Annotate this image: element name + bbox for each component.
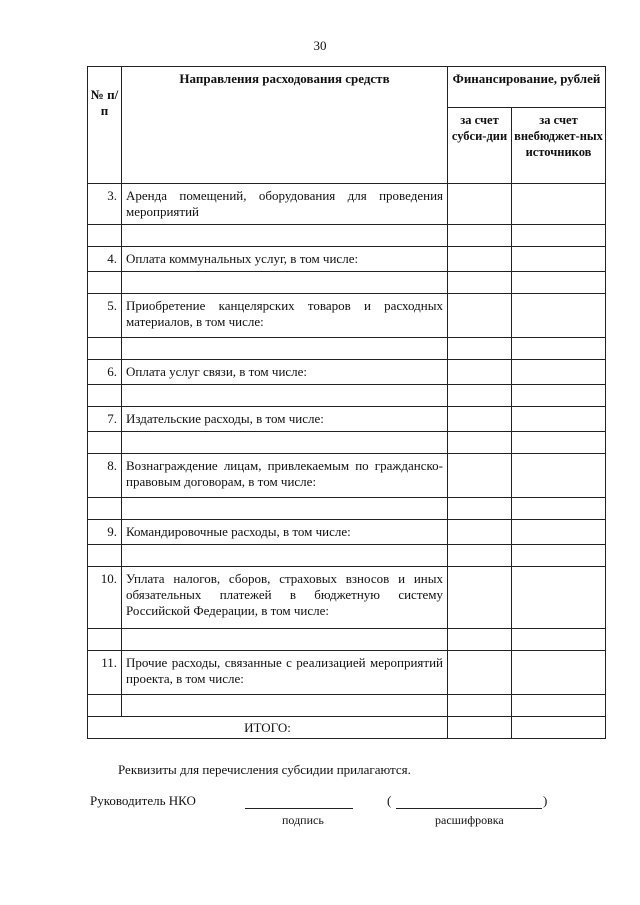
row-extra-cell xyxy=(512,567,606,629)
header-number: № п/п xyxy=(88,67,122,184)
header-direction: Направления расходования средств xyxy=(122,67,448,184)
row-direction: Оплата услуг связи, в том числе: xyxy=(122,360,448,385)
row-extra-cell xyxy=(512,651,606,695)
table-row-blank xyxy=(88,545,606,567)
row-direction xyxy=(122,432,448,454)
total-label: ИТОГО: xyxy=(88,717,448,739)
caption-signature: подпись xyxy=(282,813,324,827)
row-extra-cell xyxy=(512,629,606,651)
requisites-note: Реквизиты для перечисления субсидии прилагаются. xyxy=(118,762,411,777)
table-row xyxy=(88,567,606,629)
table-row-blank xyxy=(88,385,606,407)
row-number: 5. xyxy=(88,294,122,338)
row-subsidy-cell xyxy=(448,520,512,545)
row-direction: Командировочные расходы, в том числе: xyxy=(122,520,448,545)
row-extra-cell xyxy=(512,338,606,360)
row-number: 7. xyxy=(88,407,122,432)
row-direction: Оплата коммунальных услуг, в том числе: xyxy=(122,247,448,272)
row-number xyxy=(88,338,122,360)
row-extra-cell xyxy=(512,225,606,247)
row-direction xyxy=(122,629,448,651)
row-number: 10. xyxy=(88,567,122,629)
row-direction xyxy=(122,498,448,520)
row-extra-cell xyxy=(512,407,606,432)
row-extra-cell xyxy=(512,545,606,567)
row-number xyxy=(88,629,122,651)
table-row xyxy=(88,247,606,272)
row-extra-cell xyxy=(512,454,606,498)
row-direction: Прочие расходы, связанные с реализацией мероприятий проекта, в том числе: xyxy=(122,651,448,695)
table-row-blank xyxy=(88,498,606,520)
table-row xyxy=(88,407,606,432)
table-row xyxy=(88,294,606,338)
row-extra-cell xyxy=(512,432,606,454)
row-direction xyxy=(122,695,448,717)
row-direction: Уплата налогов, сборов, страховых взносов и иных обязательных платежей в бюджетную систему Российской Федерации, в том числе: xyxy=(122,567,448,629)
row-direction: Аренда помещений, оборудования для проведения мероприятий xyxy=(122,184,448,225)
row-number xyxy=(88,695,122,717)
row-subsidy-cell xyxy=(448,385,512,407)
row-number xyxy=(88,385,122,407)
row-subsidy-cell xyxy=(448,360,512,385)
row-number xyxy=(88,498,122,520)
table-row-blank xyxy=(88,432,606,454)
row-subsidy-cell xyxy=(448,247,512,272)
total-row xyxy=(88,717,606,739)
row-subsidy-cell xyxy=(448,695,512,717)
table-body xyxy=(88,184,606,717)
total-extra-cell xyxy=(512,717,606,739)
table-row-blank xyxy=(88,695,606,717)
row-extra-cell xyxy=(512,385,606,407)
decode-paren-open: ( xyxy=(387,793,392,808)
header-financing: Финансирование, рублей xyxy=(448,67,606,108)
row-number: 9. xyxy=(88,520,122,545)
row-extra-cell xyxy=(512,247,606,272)
header-subsidy: за счет субси-дии xyxy=(448,108,512,184)
table-row-blank xyxy=(88,225,606,247)
header-extra-budget: за счет внебюджет-ных источников xyxy=(512,108,606,184)
row-subsidy-cell xyxy=(448,651,512,695)
table-row xyxy=(88,360,606,385)
row-number xyxy=(88,272,122,294)
row-subsidy-cell xyxy=(448,432,512,454)
row-subsidy-cell xyxy=(448,294,512,338)
row-number: 4. xyxy=(88,247,122,272)
row-direction: Издательские расходы, в том числе: xyxy=(122,407,448,432)
row-extra-cell xyxy=(512,294,606,338)
row-subsidy-cell xyxy=(448,454,512,498)
row-subsidy-cell xyxy=(448,498,512,520)
row-extra-cell xyxy=(512,272,606,294)
manager-label: Руководитель НКО xyxy=(90,793,196,808)
row-subsidy-cell xyxy=(448,629,512,651)
row-subsidy-cell xyxy=(448,272,512,294)
row-number xyxy=(88,225,122,247)
row-direction xyxy=(122,385,448,407)
row-number: 3. xyxy=(88,184,122,225)
row-number: 8. xyxy=(88,454,122,498)
caption-decode: расшифровка xyxy=(435,813,504,827)
total-subsidy-cell xyxy=(448,717,512,739)
row-direction xyxy=(122,272,448,294)
row-number xyxy=(88,432,122,454)
row-extra-cell xyxy=(512,498,606,520)
row-direction xyxy=(122,225,448,247)
decode-line xyxy=(396,808,542,809)
row-subsidy-cell xyxy=(448,225,512,247)
table-row xyxy=(88,454,606,498)
table-row-blank xyxy=(88,272,606,294)
row-extra-cell xyxy=(512,520,606,545)
decode-paren-close: ) xyxy=(543,793,548,808)
row-number: 11. xyxy=(88,651,122,695)
row-direction xyxy=(122,545,448,567)
table-row xyxy=(88,184,606,225)
row-number xyxy=(88,545,122,567)
table-row xyxy=(88,651,606,695)
row-subsidy-cell xyxy=(448,338,512,360)
row-direction: Приобретение канцелярских товаров и расходных материалов, в том числе: xyxy=(122,294,448,338)
row-subsidy-cell xyxy=(448,184,512,225)
table-row-blank xyxy=(88,629,606,651)
table-header-row xyxy=(88,67,606,108)
budget-table xyxy=(87,66,606,739)
row-subsidy-cell xyxy=(448,407,512,432)
row-extra-cell xyxy=(512,184,606,225)
table-row-blank xyxy=(88,338,606,360)
row-direction xyxy=(122,338,448,360)
row-direction: Вознаграждение лицам, привлекаемым по гражданско-правовым договорам, в том числе: xyxy=(122,454,448,498)
row-number: 6. xyxy=(88,360,122,385)
row-extra-cell xyxy=(512,360,606,385)
page-number: 30 xyxy=(313,38,327,53)
signature-line xyxy=(245,808,353,809)
table-row xyxy=(88,520,606,545)
row-subsidy-cell xyxy=(448,567,512,629)
row-subsidy-cell xyxy=(448,545,512,567)
row-extra-cell xyxy=(512,695,606,717)
